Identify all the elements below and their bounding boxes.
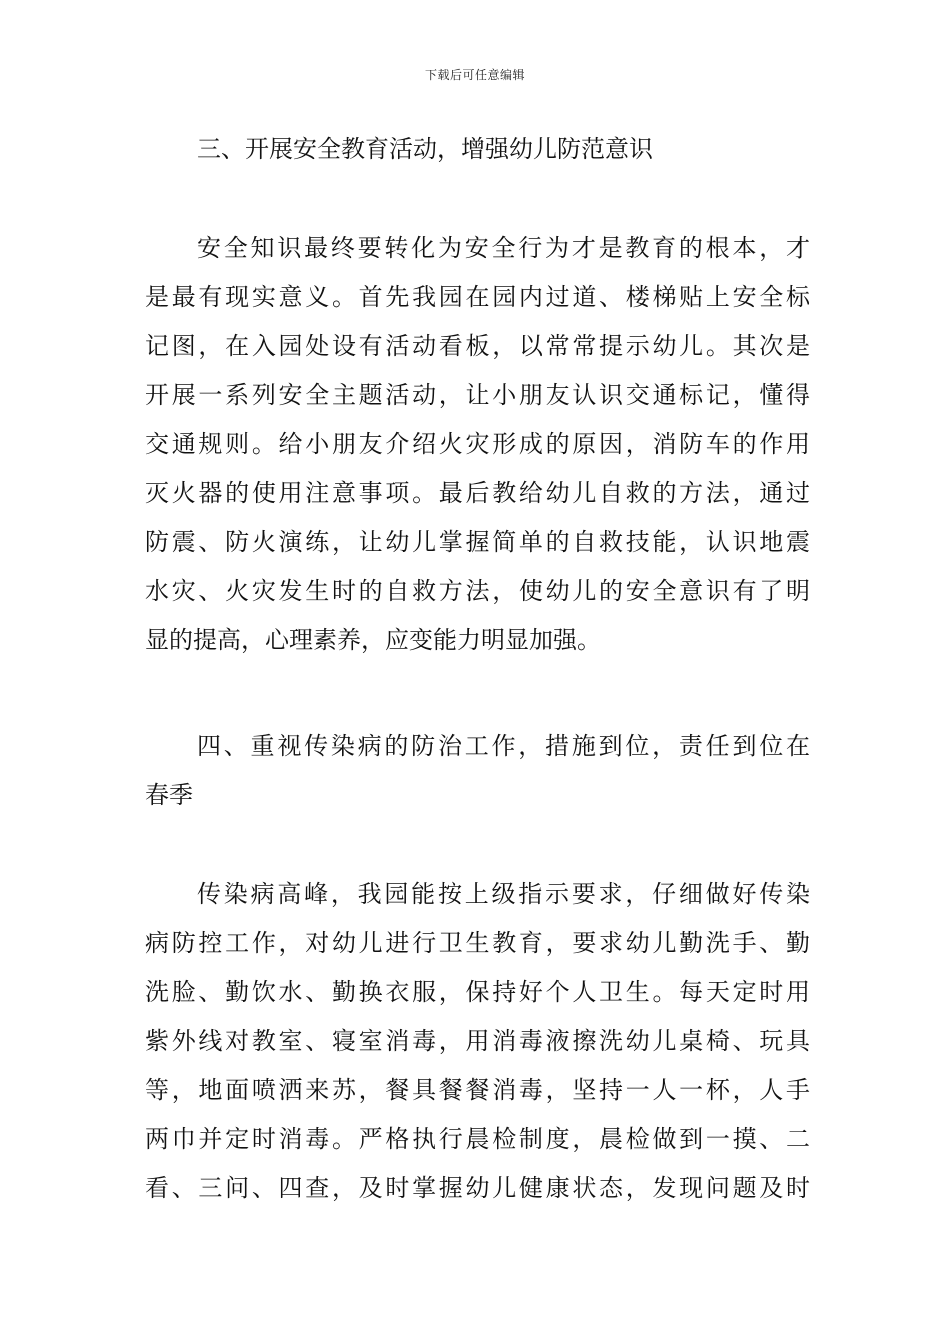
paragraph-line: 灭火器的使用注意事项。最后教给幼儿自救的方法，通过 (145, 479, 810, 507)
paragraph-line: 两巾并定时消毒。严格执行晨检制度，晨检做到一摸、二 (145, 1125, 810, 1153)
paragraph-line: 洗脸、勤饮水、勤换衣服，保持好个人卫生。每天定时用 (145, 978, 810, 1006)
heading-line: 三、开展安全教育活动，增强幼儿防范意识 (197, 135, 653, 163)
paragraph-line: 水灾、火灾发生时的自救方法，使幼儿的安全意识有了明 (145, 577, 810, 605)
paragraph-line: 是最有现实意义。首先我园在园内过道、楼梯贴上安全标 (145, 283, 810, 311)
paragraph-line: 等，地面喷洒来苏，餐具餐餐消毒，坚持一人一杯，人手 (145, 1076, 810, 1104)
heading-section-4 (145, 722, 810, 820)
header-note: 下载后可任意编辑 (424, 68, 525, 82)
heading-section-3 (145, 125, 810, 174)
paragraph-line: 传染病高峰，我园能按上级指示要求，仔细做好传染 (197, 880, 810, 908)
paragraph-line: 显的提高，心理素养，应变能力明显加强。 (145, 626, 601, 654)
paragraph-line: 看、三问、四查，及时掌握幼儿健康状态，发现问题及时 (145, 1174, 810, 1202)
paragraph-line: 安全知识最终要转化为安全行为才是教育的根本，才 (197, 234, 810, 262)
paragraph-disease-prevention (145, 870, 810, 1213)
heading-line: 春季 (145, 781, 193, 809)
paragraph-line: 记图，在入园处设有活动看板，以常常提示幼儿。其次是 (145, 332, 810, 360)
paragraph-line: 交通规则。给小朋友介绍火灾形成的原因，消防车的作用 (145, 430, 810, 458)
paragraph-line: 紫外线对教室、寝室消毒，用消毒液擦洗幼儿桌椅、玩具 (145, 1027, 810, 1055)
paragraph-line: 开展一系列安全主题活动，让小朋友认识交通标记，懂得 (145, 381, 810, 409)
paragraph-line: 病防控工作，对幼儿进行卫生教育，要求幼儿勤洗手、勤 (145, 929, 810, 957)
paragraph-line: 防震、防火演练，让幼儿掌握简单的自救技能，认识地震 (145, 528, 810, 556)
paragraph-safety-education (145, 224, 810, 665)
heading-line: 四、重视传染病的防治工作，措施到位，责任到位在 (197, 732, 810, 760)
